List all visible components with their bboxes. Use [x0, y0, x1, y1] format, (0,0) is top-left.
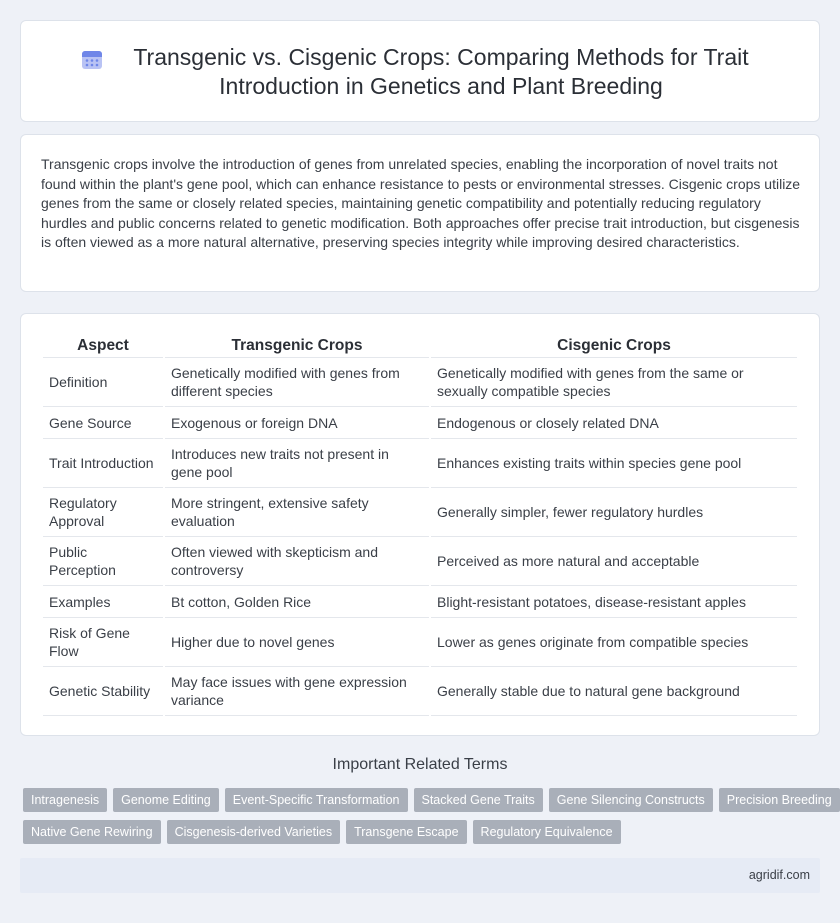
table-cell: Definition — [43, 358, 163, 407]
table-cell: Gene Source — [43, 407, 163, 439]
tag-row — [23, 788, 832, 812]
header-aspect: Aspect — [43, 334, 163, 358]
tag-precision-breeding[interactable]: Precision Breeding — [719, 788, 840, 812]
footer-site-link[interactable]: agridif.com — [748, 868, 810, 882]
table-cell: Regulatory Approval — [43, 488, 163, 537]
footer — [20, 858, 820, 893]
page-title: Transgenic vs. Cisgenic Crops: Comparing Methods for Trait Introduction in Genetics and Plant Breeding — [133, 44, 749, 99]
comparison-table-card — [20, 313, 820, 736]
table-cell: Endogenous or closely related DNA — [431, 407, 797, 439]
tag-native-gene-rewiring[interactable]: Native Gene Rewiring — [23, 820, 161, 844]
table-row — [43, 407, 797, 439]
table-row — [43, 586, 797, 618]
tag-regulatory-equivalence[interactable]: Regulatory Equivalence — [473, 820, 621, 844]
table-cell: Blight-resistant potatoes, disease-resistant apples — [431, 586, 797, 618]
tag-transgene-escape[interactable]: Transgene Escape — [346, 820, 466, 844]
tag-gene-silencing-constructs[interactable]: Gene Silencing Constructs — [549, 788, 713, 812]
related-terms-title: Important Related Terms — [332, 756, 508, 773]
table-cell: Genetically modified with genes from the same or sexually compatible species — [431, 358, 797, 407]
tag-genome-editing[interactable]: Genome Editing — [113, 788, 219, 812]
table-row — [43, 537, 797, 586]
table-cell: Lower as genes originate from compatible species — [431, 618, 797, 667]
table-cell: May face issues with gene expression variance — [165, 667, 429, 716]
table-cell: Generally stable due to natural gene background — [431, 667, 797, 716]
table-cell: More stringent, extensive safety evaluation — [165, 488, 429, 537]
table-cell: Introduces new traits not present in gene pool — [165, 439, 429, 488]
table-row — [43, 358, 797, 407]
table-row — [43, 667, 797, 716]
tag-row — [23, 820, 823, 844]
intro-card — [20, 134, 820, 292]
tag-cisgenesis-derived-varieties[interactable]: Cisgenesis-derived Varieties — [167, 820, 340, 844]
table-cell: Risk of Gene Flow — [43, 618, 163, 667]
table-row — [43, 618, 797, 667]
table-cell: Often viewed with skepticism and controversy — [165, 537, 429, 586]
header-transgenic: Transgenic Crops — [165, 334, 429, 358]
related-terms-tags — [23, 788, 832, 852]
table-cell: Exogenous or foreign DNA — [165, 407, 429, 439]
intro-paragraph: Transgenic crops involve the introduction of genes from unrelated species, enabling the incorporation of novel traits not found within the plant's gene pool, which can enhance resistance to pests or environmental stresses. Cisgenic crops utilize genes from the same or closely related species, maintaining genetic compatibility and potentially reducing regulatory hurdles and public concerns related to genetic modification. Both approaches offer precise trait introduction, but cisgenesis is often viewed as a more natural alternative, preserving species integrity while improving desired characteristics. — [41, 156, 801, 251]
table-cell: Generally simpler, fewer regulatory hurdles — [431, 488, 797, 537]
table-cell: Genetically modified with genes from different species — [165, 358, 429, 407]
table-cell: Bt cotton, Golden Rice — [165, 586, 429, 618]
table-row — [43, 488, 797, 537]
header-cisgenic: Cisgenic Crops — [431, 334, 797, 358]
table-cell: Examples — [43, 586, 163, 618]
tag-intragenesis[interactable]: Intragenesis — [23, 788, 107, 812]
table-cell: Trait Introduction — [43, 439, 163, 488]
table-row — [43, 439, 797, 488]
table-header-row — [43, 334, 797, 358]
table-cell: Genetic Stability — [43, 667, 163, 716]
table-cell: Enhances existing traits within species gene pool — [431, 439, 797, 488]
title-card — [20, 20, 820, 122]
tag-stacked-gene-traits[interactable]: Stacked Gene Traits — [414, 788, 543, 812]
tag-event-specific-transformation[interactable]: Event-Specific Transformation — [225, 788, 408, 812]
table-cell: Higher due to novel genes — [165, 618, 429, 667]
table-cell: Perceived as more natural and acceptable — [431, 537, 797, 586]
table-cell: Public Perception — [43, 537, 163, 586]
comparison-table — [41, 334, 799, 716]
